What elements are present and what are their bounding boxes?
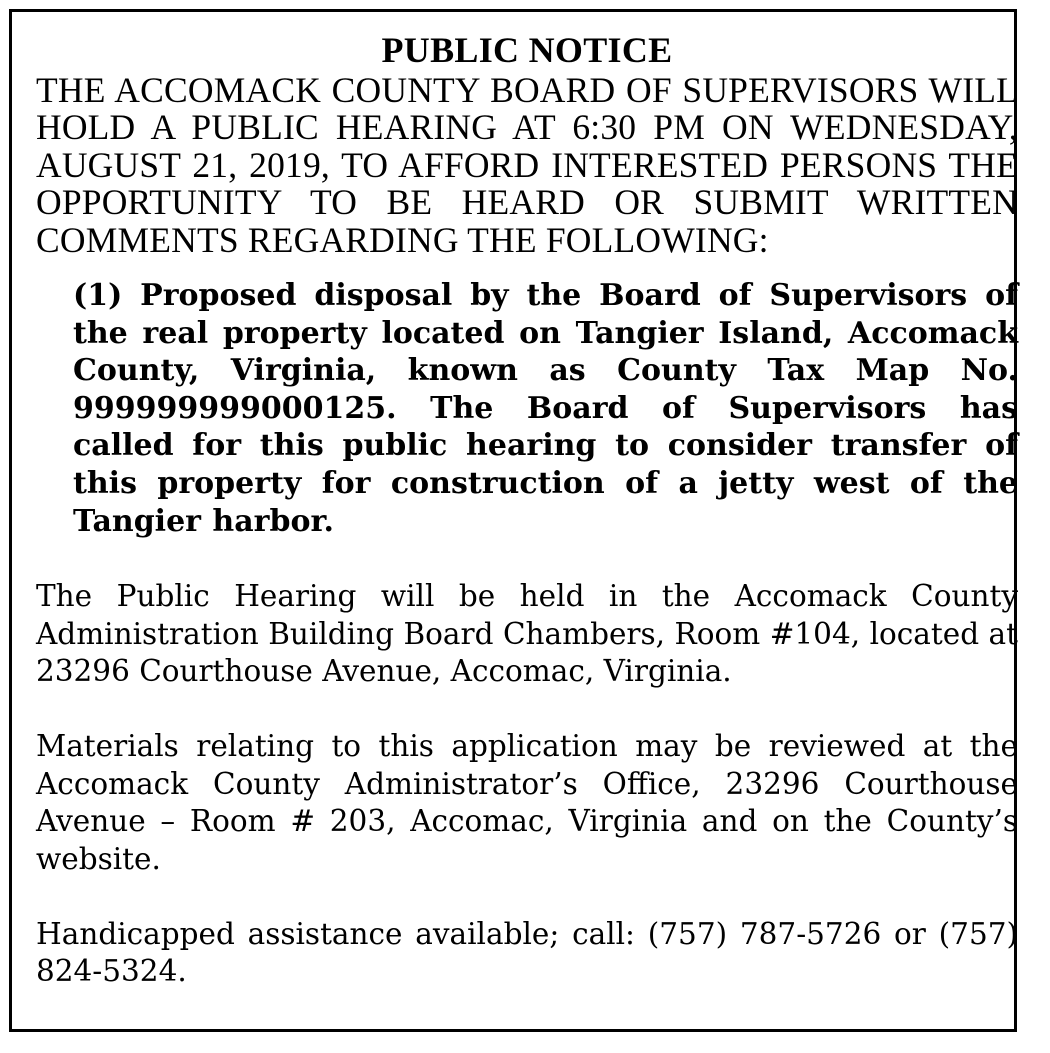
hearing-location-paragraph: The Public Hearing will be held in the Accomack County Administration Building Board Chambers, Room #104, located at 23296 Courthouse Avenue, Accomac, Virginia. — [36, 579, 1018, 688]
notice-content — [36, 28, 1018, 991]
notice-title: PUBLIC NOTICE — [381, 30, 673, 70]
notice-intro: THE ACCOMACK COUNTY BOARD OF SUPERVISORS WILL HOLD A PUBLIC HEARING AT 6:30 PM ON WEDNESDAY, AUGUST 21, 2019, TO AFFORD INTERESTED PERSONS THE OPPORTUNITY TO BE HEARD OR SUBMIT WRITTEN COMMENTS REGARDING THE FOLLOWING: — [36, 70, 1018, 260]
materials-paragraph: Materials relating to this application may be reviewed at the Accomack County Administrator’s Office, 23296 Courthouse Avenue – Room # 203, Accomac, Virginia and on the County’s website. — [36, 729, 1018, 876]
notice-item-1: (1) Proposed disposal by the Board of Supervisors of the real property located on Tangier Island, Accomack County, Virginia, known as County Tax Map No. 999999999000125. The Board of Supervisors has called for this public hearing to consider transfer of this property for construction of a jetty west of the Tangier harbor. — [73, 278, 1018, 539]
assistance-paragraph: Handicapped assistance available; call: (757) 787-5726 or (757) 824-5324. — [36, 917, 1018, 989]
notice-frame — [9, 9, 1017, 1032]
